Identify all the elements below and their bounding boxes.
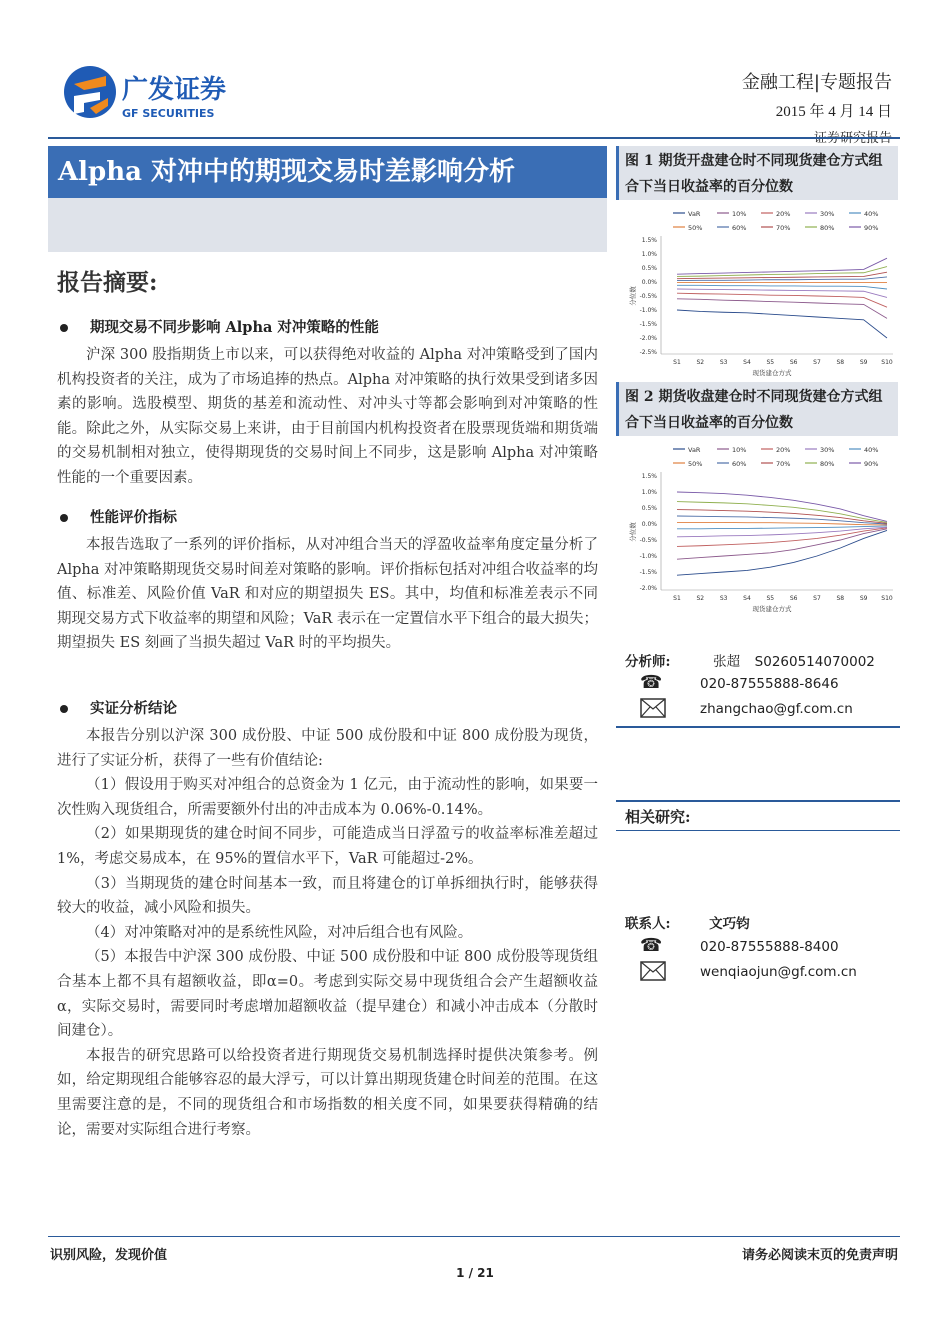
x-tick-label: S7 — [813, 359, 821, 366]
x-tick-label: S8 — [836, 595, 845, 602]
legend-label: 80% — [820, 224, 835, 232]
y-tick-label: -2.0% — [639, 585, 657, 592]
analyst-phone-row — [640, 672, 910, 693]
legend-label: 70% — [776, 224, 791, 232]
contact-name: 文巧钧 — [709, 916, 750, 932]
x-tick-label: S8 — [836, 359, 845, 366]
y-tick-label: 0.0% — [641, 521, 657, 528]
x-tick-label: S1 — [673, 595, 681, 602]
section-body — [57, 724, 598, 1142]
footer-disclaimer: 请务必阅读末页的免责声明 — [741, 1248, 898, 1263]
legend-label: 60% — [732, 224, 747, 232]
bullet-icon — [60, 324, 68, 332]
x-tick-label: S7 — [813, 595, 821, 602]
series-line — [677, 310, 887, 338]
x-tick-label: S1 — [673, 359, 681, 366]
paragraph: 沪深 300 股指期货上市以来，可以获得绝对收益的 Alpha 对冲策略受到了国内机构投资者的关注，成为了市场追捧的热点。Alpha 对冲策略的执行效果受到诸多因素的影响。选股模型、期货的基差和流动性、对冲头寸等都会影响到对冲策略的性能。除此之外，从实际交易上来讲，由于目前国内机构投资者在股票现货端和期货端的交易机制相对独立，使得期现货的交易时间上不同步，这是影响 Alpha 对冲策略性能的一个重要因素。 — [57, 347, 598, 486]
x-tick-label: S6 — [789, 595, 798, 602]
contact-row — [625, 912, 750, 932]
y-tick-label: 0.5% — [641, 265, 657, 272]
series-line — [677, 285, 887, 289]
phone-icon: ☎ — [640, 672, 663, 693]
contact-label: 联系人: — [625, 916, 671, 932]
legend-label: 30% — [820, 210, 835, 218]
legend-label: VaR — [688, 210, 701, 218]
x-tick-label: S10 — [881, 359, 893, 366]
bullet-icon — [60, 514, 68, 522]
y-tick-label: -2.5% — [639, 349, 657, 356]
x-tick-label: S2 — [696, 595, 705, 602]
figure-1-caption: 图 1 期货开盘建仓时不同现货建仓方式组合下当日收益率的百分位数 — [616, 146, 898, 200]
y-axis-label: 分位数 — [629, 522, 637, 542]
section-heading: 实证分析结论 — [60, 697, 177, 718]
related-research-label: 相关研究: — [625, 808, 691, 826]
y-tick-label: 0.0% — [641, 279, 657, 286]
contact-phone-row — [640, 935, 910, 956]
paragraph: 本报告分别以沪深 300 成份股、中证 500 成份股和中证 800 成份股为现货，进行了实证分析，获得了一些有价值结论: — [57, 728, 598, 769]
series-line — [677, 526, 887, 529]
section-heading: 期现交易不同步影响 Alpha 对冲策略的性能 — [60, 316, 379, 337]
legend-label: 50% — [688, 460, 703, 468]
paragraph: （2）如果期现货的建仓时间不同步，可能造成当日浮盈亏的收益率标准差超过 1%，考虑交易成本，在 95%的置信水平下，VaR 可能超过-2%。 — [57, 826, 598, 867]
figure-2-chart — [625, 440, 900, 612]
x-tick-label: S2 — [696, 359, 705, 366]
legend-label: 70% — [776, 460, 791, 468]
abstract-heading: 报告摘要: — [57, 269, 158, 296]
legend-label: 20% — [776, 210, 791, 218]
legend-label: 10% — [732, 446, 747, 454]
legend-label: 90% — [864, 460, 879, 468]
company-logo — [60, 62, 260, 124]
series-line — [677, 258, 887, 274]
contact-email-row — [640, 961, 910, 985]
series-line — [677, 293, 887, 307]
legend-label: 60% — [732, 460, 747, 468]
analyst-name: 张超 — [713, 654, 741, 670]
x-tick-label: S4 — [743, 359, 751, 366]
x-tick-label: S5 — [766, 595, 775, 602]
y-tick-label: -1.0% — [639, 307, 657, 314]
contact-email[interactable]: wenqiaojun@gf.com.cn — [700, 964, 857, 980]
legend-label: 40% — [864, 446, 879, 454]
bullet-icon — [60, 705, 68, 713]
brand-name-en: GF SECURITIES — [122, 107, 215, 120]
x-axis-label: 现货建仓方式 — [752, 369, 792, 376]
email-icon — [640, 698, 666, 722]
y-tick-label: -2.0% — [639, 335, 657, 342]
legend-label: 50% — [688, 224, 703, 232]
page-number: 1 / 21 — [456, 1266, 494, 1280]
legend-label: 90% — [864, 224, 879, 232]
x-tick-label: S6 — [789, 359, 798, 366]
paragraph: （3）当期现货的建仓时间基本一致，而且将建仓的订单拆细执行时，能够获得较大的收益，减小风险和损失。 — [57, 875, 598, 917]
y-axis-label: 分位数 — [629, 286, 637, 306]
footer-divider — [48, 1236, 900, 1237]
y-tick-label: -1.5% — [639, 569, 657, 576]
analyst-row — [625, 650, 875, 670]
title-subband — [48, 198, 607, 252]
x-axis-label: 现货建仓方式 — [752, 605, 792, 612]
header-divider — [48, 137, 900, 139]
section-heading: 性能评价指标 — [60, 506, 177, 527]
analyst-email[interactable]: zhangchao@gf.com.cn — [700, 701, 853, 717]
series-line — [677, 529, 887, 559]
legend-label: VaR — [688, 446, 701, 454]
analyst-email-row — [640, 698, 910, 722]
x-tick-label: S9 — [859, 359, 868, 366]
contact-phone: 020-87555888-8400 — [700, 939, 839, 955]
series-line — [677, 530, 887, 575]
y-tick-label: -1.0% — [639, 553, 657, 560]
x-tick-label: S10 — [881, 595, 893, 602]
report-title: Alpha 对冲中的期现交易时差影响分析 — [48, 146, 607, 198]
related-divider-bottom — [616, 830, 900, 831]
y-tick-label: -1.5% — [639, 321, 657, 328]
report-category: 金融工程|专题报告 — [741, 72, 892, 93]
related-divider — [616, 800, 900, 802]
paragraph: 本报告选取了一系列的评价指标，从对冲组合当天的浮盈收益率角度定量分析了 Alpha 对冲策略期现货交易时间差对策略的影响。评价指标包括对冲组合收益率的均值、标准差、风险价值 VaR 和对应的期望损失 ES。其中，均值和标准差表示不同期现交易方式下收益率的期望和风险；VaR 表示在一定置信水平下组合的最大损失；期望损失 ES 刻画了当损失超过 VaR 时的平均损失。 — [57, 537, 598, 652]
legend-label: 80% — [820, 460, 835, 468]
legend-label: 40% — [864, 210, 879, 218]
y-tick-label: 1.0% — [641, 489, 657, 496]
analyst-id: S0260514070002 — [754, 654, 875, 670]
section-body — [57, 343, 598, 491]
series-line — [677, 299, 887, 319]
legend-label: 20% — [776, 446, 791, 454]
analyst-divider — [616, 726, 900, 728]
figure-1-chart — [625, 204, 900, 376]
legend-label: 30% — [820, 446, 835, 454]
y-tick-label: 1.5% — [641, 237, 657, 244]
y-tick-label: 1.0% — [641, 251, 657, 258]
paragraph: （4）对冲策略对冲的是系统性风险，对冲后组合也有风险。 — [86, 924, 473, 941]
brand-name-cn: 广发证券 — [122, 75, 227, 105]
y-tick-label: -0.5% — [639, 293, 657, 300]
header-meta — [742, 68, 892, 146]
y-tick-label: 0.5% — [641, 505, 657, 512]
y-tick-label: -0.5% — [639, 537, 657, 544]
paragraph: 本报告的研究思路可以给投资者进行期现货交易机制选择时提供决策参考。例如，给定期现组合能够容忍的最大浮亏，可以计算出期现货建仓时间差的范围。在这里需要注意的是，不同的现货组合和市场指数的相关度不同，如果要获得精确的结论，需要对实际组合进行考察。 — [57, 1047, 598, 1138]
x-tick-label: S9 — [859, 595, 868, 602]
x-tick-label: S5 — [766, 359, 775, 366]
legend-label: 10% — [732, 210, 747, 218]
section-body — [57, 533, 598, 656]
footer-slogan: 识别风险，发现价值 — [50, 1248, 168, 1263]
series-line — [677, 289, 887, 297]
paragraph: （1）假设用于购买对冲组合的总资金为 1 亿元，由于流动性的影响，如果要一次性购入现货组合，所需要额外付出的冲击成本为 0.06%-0.14%。 — [57, 777, 598, 818]
series-line — [677, 522, 887, 525]
report-date: 2015 年 4 月 14 日 — [775, 104, 892, 120]
series-line — [677, 528, 887, 547]
x-tick-label: S3 — [719, 359, 728, 366]
phone-icon: ☎ — [640, 935, 663, 956]
x-tick-label: S4 — [743, 595, 751, 602]
analyst-phone: 020-87555888-8646 — [700, 676, 839, 692]
analyst-label: 分析师: — [625, 654, 671, 670]
y-tick-label: 1.5% — [641, 473, 657, 480]
figure-2-caption: 图 2 期货收盘建仓时不同现货建仓方式组合下当日收益率的百分位数 — [616, 382, 898, 436]
x-tick-label: S3 — [719, 595, 728, 602]
email-icon — [640, 961, 666, 985]
paragraph: （5）本报告中沪深 300 成份股、中证 500 成份股和中证 800 成份股等现货组合基本上都不具有超额收益，即α=0。考虑到实际交易中现货组合会产生超额收益α，实际交易时，需要同时考虑增加超额收益（提早建仓）和减小冲击成本（分散时间建仓）。 — [57, 949, 598, 1040]
